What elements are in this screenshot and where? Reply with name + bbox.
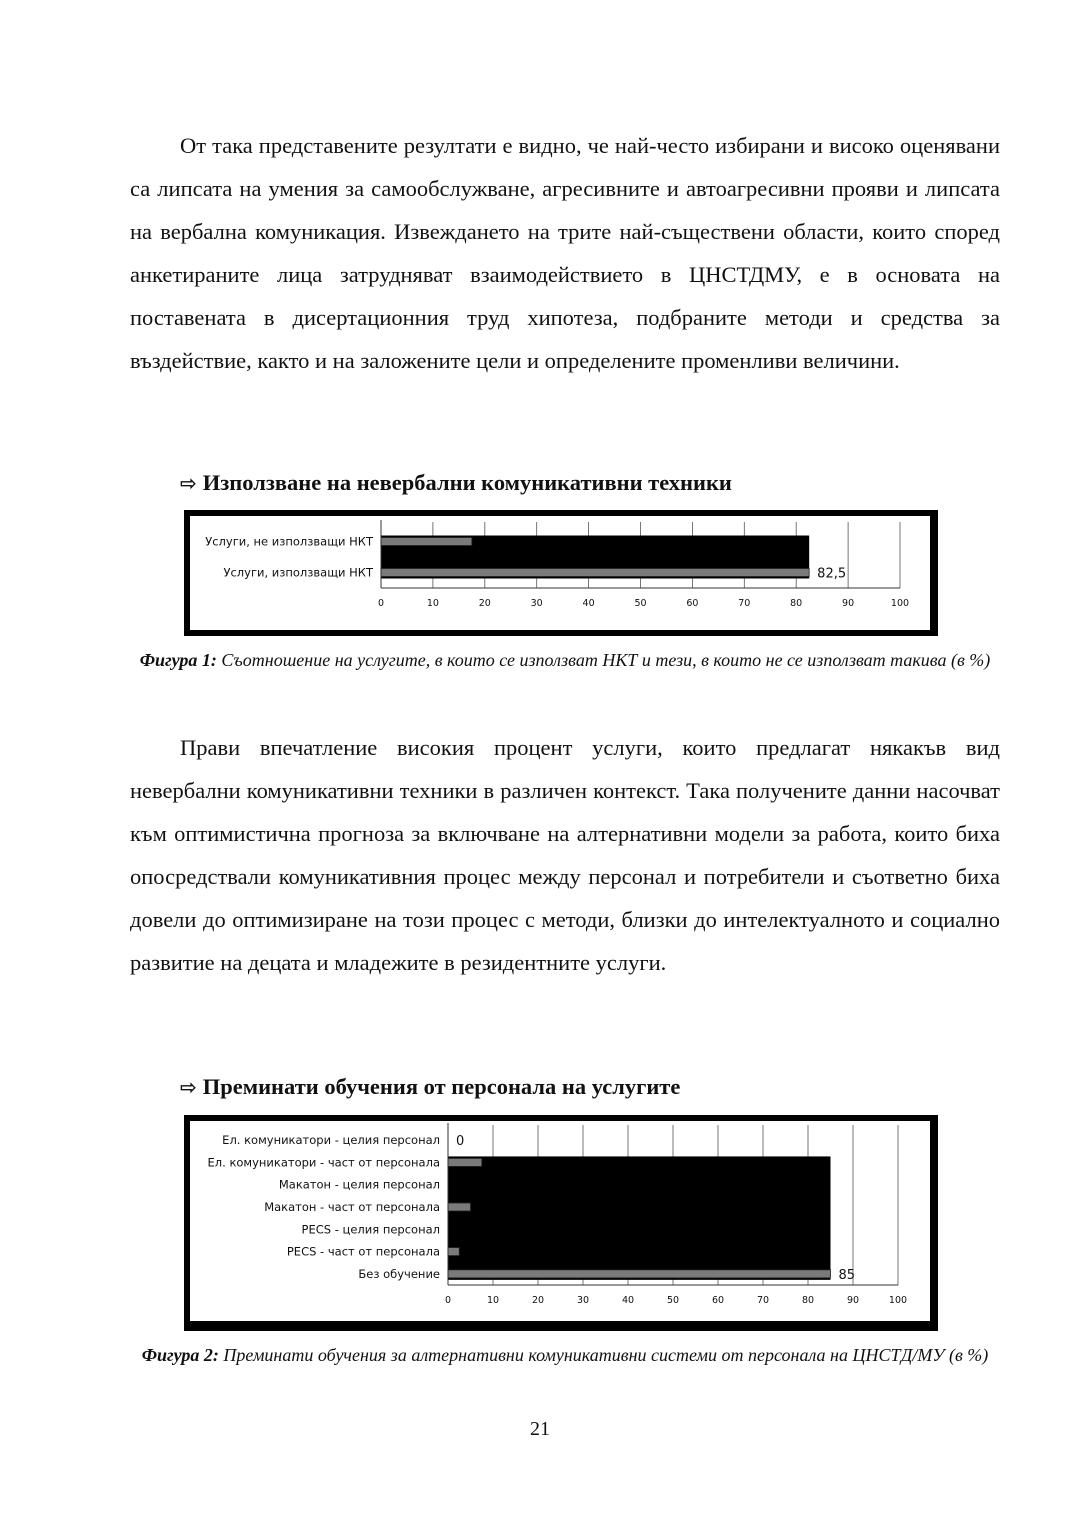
- tick-label: 90: [846, 1295, 860, 1306]
- caption-text: Съотношение на услугите, в които се използват НКТ и тези, в които не се използват такива (в %): [221, 650, 991, 670]
- heading-text: Използване на невербални комуникативни техники: [202, 470, 732, 495]
- page-number: 21: [530, 1418, 550, 1440]
- tick-label: 90: [842, 598, 855, 609]
- category-label: PECS - целия персонал: [301, 1222, 440, 1237]
- tick-label: 20: [531, 1295, 545, 1306]
- tick-label: 80: [801, 1295, 815, 1306]
- tick-label: 40: [621, 1295, 635, 1306]
- tick-label: 30: [530, 598, 543, 609]
- tick-label: 70: [756, 1295, 770, 1306]
- section-heading-nonverbal: [180, 470, 732, 496]
- category-label: Макатон - част от персонала: [264, 1200, 440, 1214]
- paragraph-1: От така представените резултати е видно, че най-често избирани и високо оценявани са липсата на умения за самообслужване, агресивните и автоагресивни прояви и липсата на вербална комуникация. Извеждането на трите най-съществени области, които според анкетираните лица затрудняват взаимодействието в ЦНСТДМУ, е в основата на поставената в дисертационния труд хипотеза, подбраните методи и средства за въздействие, както и на заложените цели и определените променливи величини.: [130, 133, 1000, 373]
- figure-2-chart: [184, 1115, 938, 1331]
- data-label: 0: [456, 1134, 465, 1150]
- heading-text: Преминати обучения от персонала на услугите: [202, 1074, 681, 1099]
- tick-label: 0: [377, 598, 385, 609]
- bar-shadow-region: [448, 1156, 831, 1279]
- bar: [381, 569, 809, 577]
- tick-label: 50: [634, 598, 647, 609]
- figure-1-caption: [130, 650, 1000, 671]
- bar: [381, 538, 472, 546]
- chart-svg-2: [184, 1115, 938, 1331]
- right-arrow-icon: ⇨: [180, 1075, 197, 1099]
- tick-label: 50: [666, 1295, 680, 1306]
- tick-label: 40: [582, 598, 595, 609]
- data-label: 82,5: [817, 566, 847, 582]
- caption-label: Фигура 2:: [141, 1345, 219, 1365]
- bar: [448, 1203, 471, 1211]
- category-label: Без обучение: [358, 1266, 440, 1281]
- chart-svg-1: [184, 510, 938, 636]
- bar: [448, 1248, 459, 1256]
- right-arrow-icon: ⇨: [180, 471, 197, 495]
- tick-label: 0: [444, 1295, 452, 1306]
- tick-label: 100: [890, 598, 910, 609]
- tick-label: 60: [711, 1295, 725, 1306]
- category-label: Ел. комуникатори - част от персонала: [207, 1155, 440, 1170]
- tick-label: 60: [686, 598, 699, 609]
- category-label: Услуги, използващи НКТ: [223, 565, 373, 580]
- figure-2-caption: [130, 1345, 1000, 1366]
- caption-text: Преминати обучения за алтернативни комуникативни системи от персонала на ЦНСТД/МУ (в %): [223, 1345, 989, 1365]
- category-label: Услуги, не използващи НКТ: [205, 534, 373, 549]
- category-label: Ел. комуникатори - целия персонал: [222, 1133, 440, 1148]
- tick-label: 80: [790, 598, 803, 609]
- tick-label: 30: [576, 1295, 590, 1306]
- tick-label: 20: [478, 598, 491, 609]
- caption-label: Фигура 1:: [139, 650, 217, 670]
- category-label: PECS - част от персонала: [286, 1244, 440, 1259]
- tick-label: 100: [888, 1295, 908, 1306]
- bar: [448, 1158, 482, 1166]
- bar: [448, 1270, 831, 1278]
- category-label: Макатон - целия персонал: [278, 1177, 440, 1192]
- tick-label: 70: [738, 598, 751, 609]
- tick-label: 10: [486, 1295, 500, 1306]
- data-label: 85: [838, 1267, 856, 1283]
- paragraph-2: Прави впечатление високия процент услуги, които предлагат някакъв вид невербални комуникативни техники в различен контекст. Така получените данни насочват към оптимистична прогноза за включване на алтернативни модели за работа, които биха опосредствали комуникативния процес между персонал и потребители и съответно биха довели до оптимизиране на този процес с методи, близки до интелектуалното и социално развитие на децата и младежите в резидентните услуги.: [130, 735, 1000, 975]
- section-heading-trainings: [180, 1074, 680, 1100]
- tick-label: 10: [426, 598, 439, 609]
- figure-1-chart: [184, 510, 938, 636]
